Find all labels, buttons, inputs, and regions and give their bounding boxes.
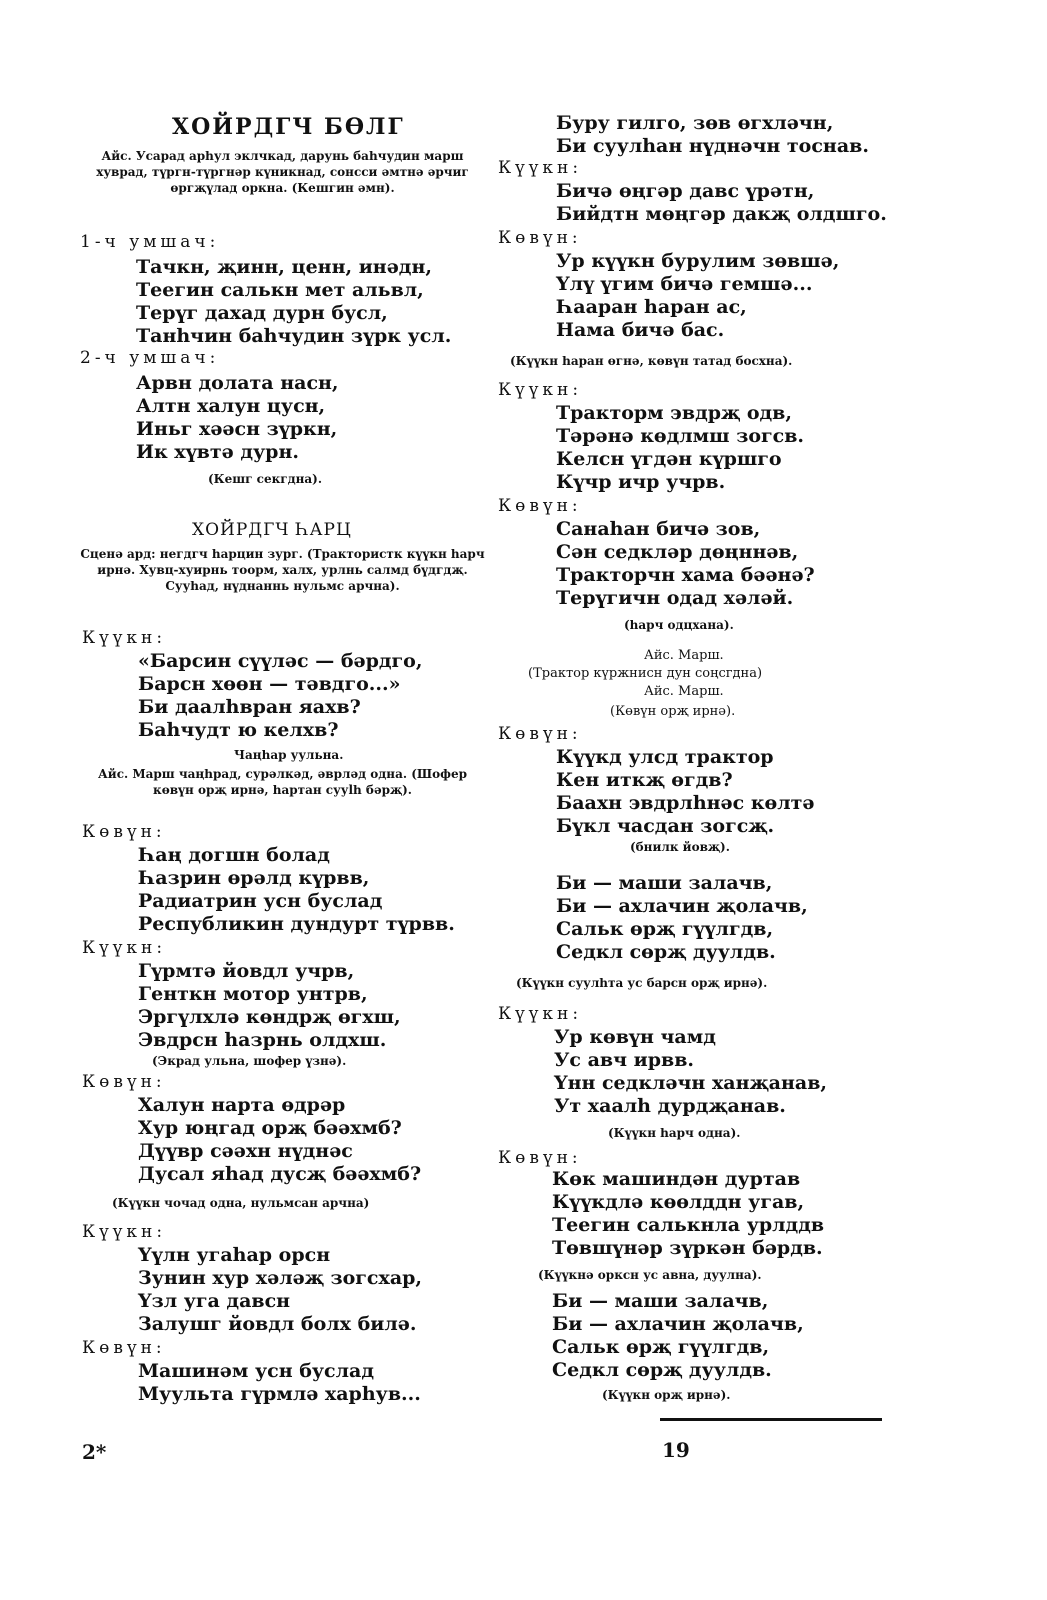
speaker-label: Көвүн: bbox=[82, 822, 166, 842]
stage-direction: (Күүкн һаран өгнә, көвүн татад босхна). bbox=[510, 354, 793, 368]
stage-direction: Айс. Марш. bbox=[644, 648, 724, 663]
verse-block: Халун нарта өдрәр Хур юңгад орҗ бәәхмб? Дүүвр сәәхн нүднәс Дусал яһад дусҗ бәәхмб? bbox=[138, 1094, 422, 1185]
stage-direction: Айс. Марш чаңһрад, сурәлкәд, әврләд одна. (Шофер көвүн орҗ ирнә, һартан сууlһ бәрҗ). bbox=[98, 767, 467, 797]
page-number: 19 bbox=[662, 1438, 690, 1462]
speaker-label: Күүкн: bbox=[498, 1004, 583, 1024]
speaker-label: Көвүн: bbox=[498, 724, 582, 744]
verse-block: Тракторм эвдрҗ одв, Тәрәнә көдлмш зогсв. Келсн үгдән күршго Күчр ичр учрв. bbox=[556, 402, 805, 493]
verse-block: Гүрмтә йовдл учрв, Генткн мотор унтрв, Эргүлхлә көндрҗ өгхш, Эвдрсн һазрнь олдхш. bbox=[138, 960, 401, 1051]
verse-block: Һаң догшн болад Һазрин өрәлд күрвв, Радиатрин усн буслад Республикин дундурт түрвв. bbox=[138, 844, 455, 935]
speaker-label: Көвүн: bbox=[498, 1148, 582, 1168]
stage-direction: (Күүкн чочад одна, нульмсан арчна) bbox=[112, 1196, 370, 1210]
stage-direction: (Экрад ульна, шофер үзнә). bbox=[152, 1054, 347, 1068]
stage-direction: (Күүкн һарч одна). bbox=[608, 1126, 741, 1140]
scene-stage-direction: Сценә ард: негдгч һарцин зург. (Трактористк күүкн һарч ирнә. Хувц-хуирнь тоорм, халх, урлнь салмд бүдгдҗ. Сууһад, нүднаннь нульмс арчна). bbox=[80, 547, 485, 593]
stage-direction: (Көвүн орҗ ирнә). bbox=[610, 704, 736, 719]
speaker-label: Көвүн: bbox=[498, 496, 582, 516]
verse-block: Ур күүкн бурулим зөвшә, Үлү үгим бичә гемшә... Һааран һаран ас, Нама бичә бас. bbox=[556, 250, 840, 341]
verse-block: «Барсин сүүләс — бәрдго, Барсн хөөн — тәвдго...» Би даалһвран яахв? Баһчудт ю келхв? bbox=[138, 650, 423, 741]
verse-block: Үүлн угаһар орсн Зунин хур хәләҗ зогсхар, Үзл уга давсн Залушг йовдл болх билә. bbox=[138, 1244, 423, 1335]
scene-title: ХОЙРДГЧ ҺАРЦ bbox=[192, 520, 352, 540]
speaker-label: Көвүн: bbox=[82, 1338, 166, 1358]
verse-block: Арвн долата насн, Алтн халун цусн, Иньг хәәсн зүркн, Ик хүвтә дурн. bbox=[136, 372, 339, 463]
stage-direction: (Күүкн орҗ ирнә). bbox=[602, 1388, 731, 1402]
verse-block: Бичә өңгәр давс үрәтн, Бийдтн мөңгәр дакҗ олдшго. bbox=[556, 180, 887, 225]
verse-block: Машинәм усн буслад Муульта гүрмлә харһув... bbox=[138, 1360, 421, 1405]
page-number: 2* bbox=[82, 1440, 107, 1464]
intro-stage-direction: Айс. Усарад арһул эклчкад, дарунь баһчудин марш хуврад, түргн-түргнәр күникнад, сонсси әмтнә әрчиг өргҗүлад оркна. (Кешгин әмн). bbox=[96, 149, 469, 195]
verse-block: Санаһан бичә зов, Сән седкләр дөңннәв, Тракторчн хама бәәнә? Терүгичн одад хәләй. bbox=[556, 518, 815, 609]
verse-block: Ур көвүн чамд Ус авч ирвв. Үнн седкләчн ханҗанав, Ут хаалһ дурдҗанав. bbox=[554, 1026, 828, 1117]
stage-direction: (Кешг секгдна). bbox=[208, 472, 323, 486]
speaker-label: 2-ч умшач: bbox=[80, 348, 220, 368]
speaker-label: Күүкн: bbox=[498, 158, 583, 178]
stage-direction: (Трактор күржнисн дун соңсгдна) bbox=[528, 666, 763, 681]
verse-block: Күүкд улсд трактор Кен иткҗ өгдв? Баахн эвдрлһнәс көлтә Бүкл часдан зогсҗ. bbox=[556, 746, 815, 837]
stage-direction: Айс. Марш. bbox=[644, 684, 724, 699]
speaker-label: 1-ч умшач: bbox=[80, 232, 220, 252]
stage-direction: (бнилк йовҗ). bbox=[630, 840, 730, 854]
verse-block: Буру гилго, зөв өгхләчн, Би суулһан нүднәчн тоснав. bbox=[556, 112, 869, 157]
stage-direction: (Күүкн суулһта ус барсн орҗ ирнә). bbox=[516, 976, 768, 990]
verse-block: Көк машиндән дуртав Күүкдлә көөлддн угав, Теегин салькнла урлддв Төвшүнәр зүркән бәрдв. bbox=[552, 1168, 825, 1259]
footer-rule bbox=[660, 1418, 882, 1421]
speaker-label: Көвүн: bbox=[498, 228, 582, 248]
speaker-label: Күүкн: bbox=[498, 380, 583, 400]
speaker-label: Күүкн: bbox=[82, 938, 167, 958]
verse-block: Тачкн, җинн, ценн, инәдн, Теегин салькн мет альвл, Терүг дахад дурн бусл, Танһчин баһчудин зүрк усл. bbox=[136, 256, 452, 347]
stage-direction: Чаңһар уульна. bbox=[234, 748, 344, 762]
speaker-label: Күүкн: bbox=[82, 628, 167, 648]
verse-block: Би — маши залачв, Би — ахлачин җолачв, Сальк өрҗ гүүлгдв, Седкл сөрҗ дуулдв. bbox=[552, 1290, 804, 1381]
stage-direction: (Күүкнә орксн ус авна, дуулна). bbox=[538, 1268, 762, 1282]
stage-direction: (һарч одцхана). bbox=[624, 618, 734, 632]
section-title: ХОЙРДГЧ БӨЛГ bbox=[172, 114, 405, 140]
speaker-label: Көвүн: bbox=[82, 1072, 166, 1092]
verse-block: Би — маши залачв, Би — ахлачин җолачв, Сальк өрҗ гүүлгдв, Седкл сөрҗ дуулдв. bbox=[556, 872, 808, 963]
speaker-label: Күүкн: bbox=[82, 1222, 167, 1242]
